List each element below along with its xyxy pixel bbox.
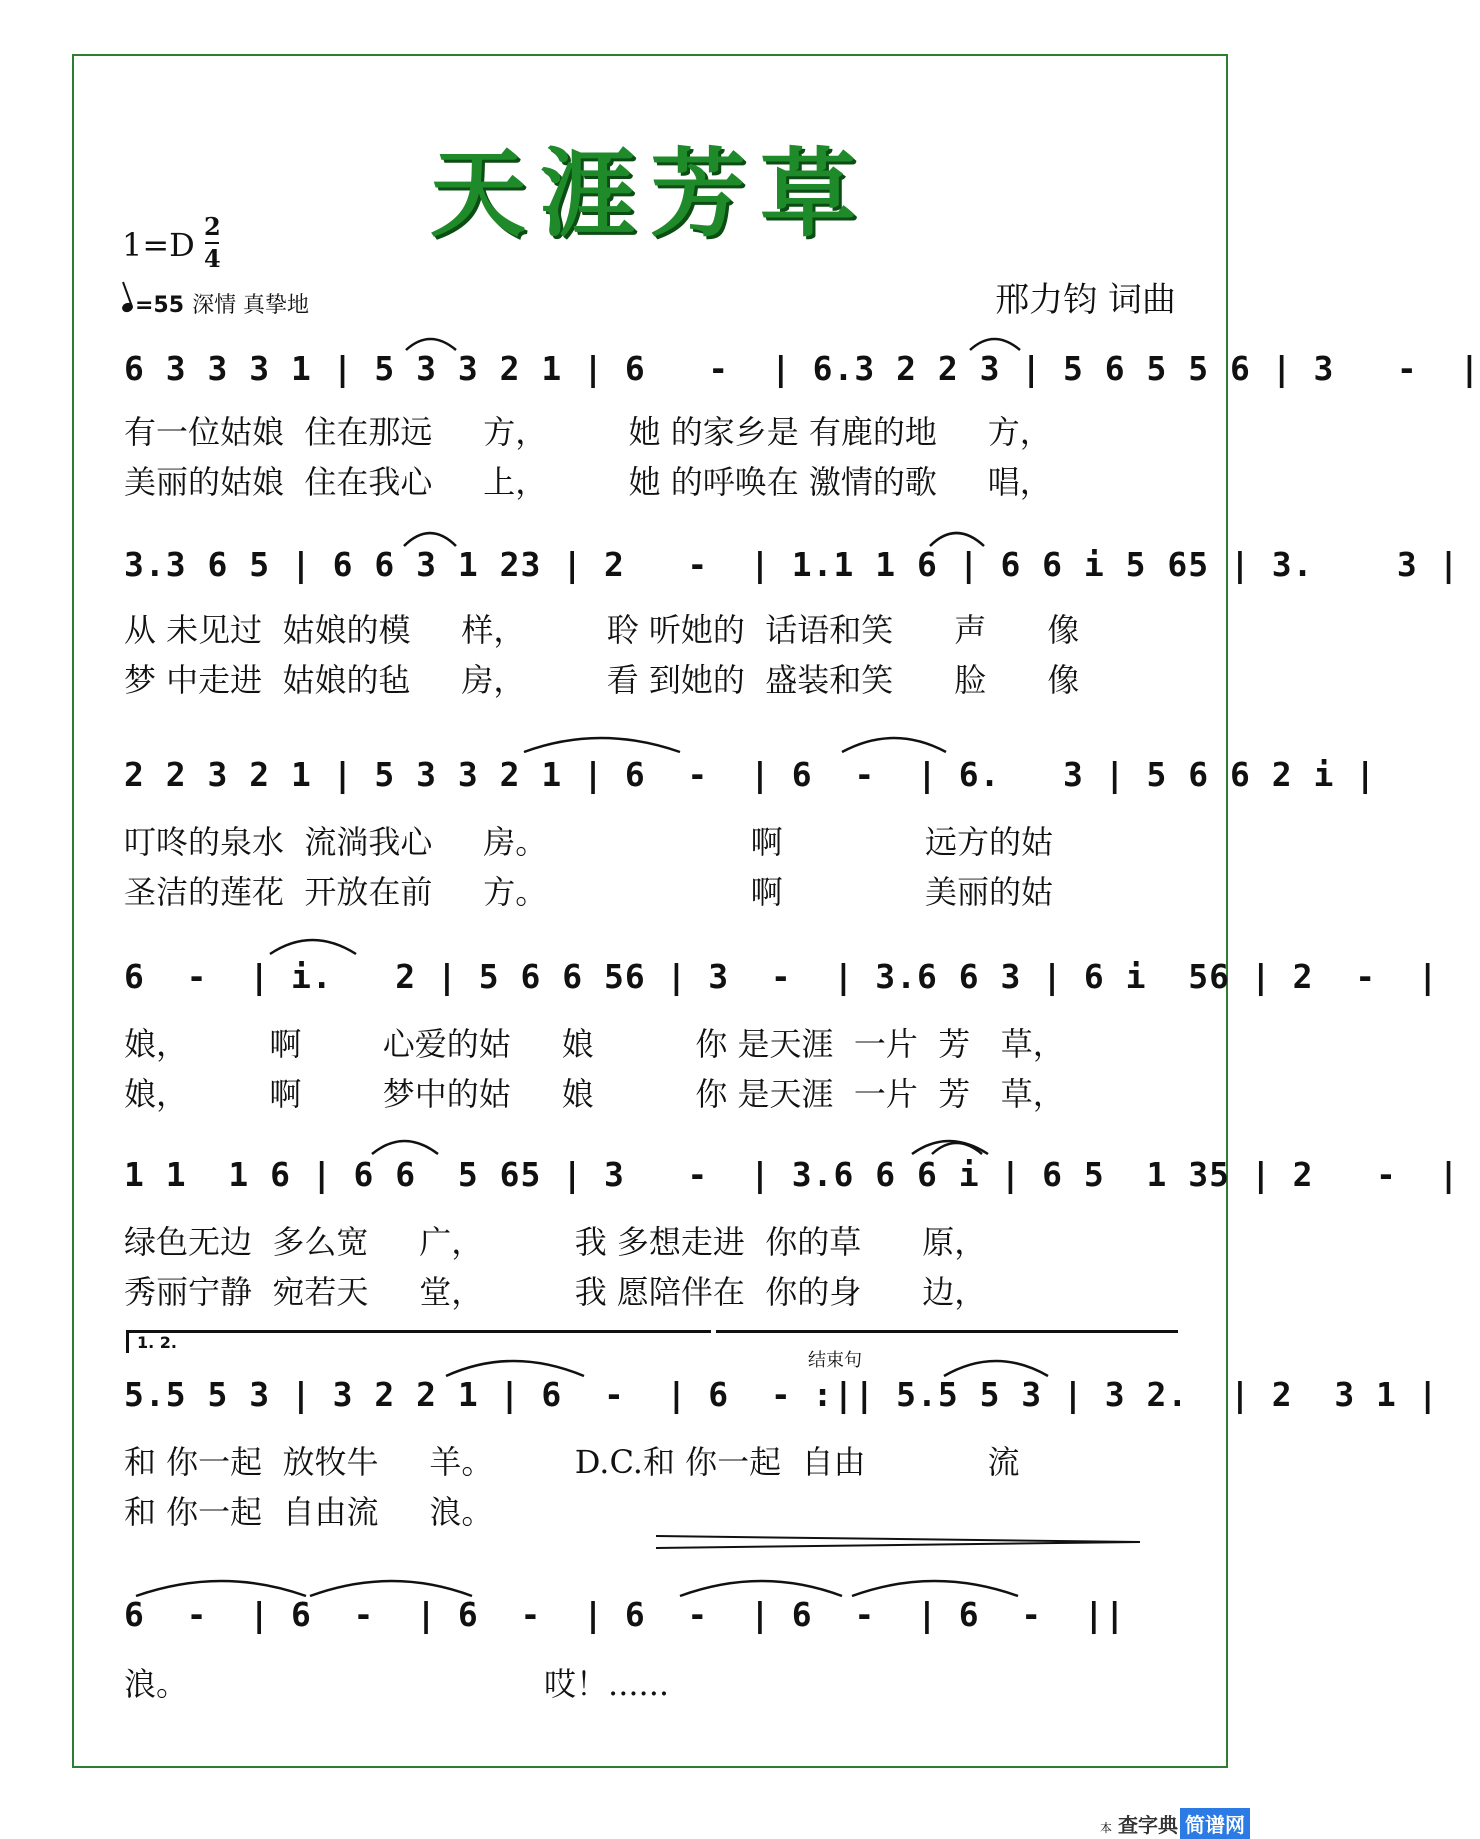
lyric-line: 叮咚的泉水 流淌我心 房。 啊 远方的姑 bbox=[124, 823, 1054, 861]
lyric-line: 和 你一起 自由流 浪。 bbox=[124, 1493, 494, 1531]
tempo-marking bbox=[122, 288, 309, 319]
notation-row-6 bbox=[124, 1370, 1439, 1420]
row-notes: 3.3 6 5 | 6 6 3 1 23 | 2 - | 1.1 1 6 | 6 6 i 5 65 | 3. 3 | bbox=[124, 545, 1460, 584]
row-notes: 1 1 1 6 | 6 6 5 65 | 3 - | 3.6 6 6 i | 6 5 1 35 | 2 - | bbox=[124, 1155, 1460, 1194]
row-notes: 2 2 3 2 1 | 5 3 3 2 1 | 6 - | 6 - | 6. 3 | 5 6 6 2 i | bbox=[124, 755, 1377, 794]
lyric-line: 秀丽宁静 宛若天 堂， 我 愿陪伴在 你的身 边， bbox=[124, 1273, 987, 1311]
first-ending-bracket bbox=[126, 1330, 711, 1353]
decrescendo-hairpin bbox=[656, 1532, 1140, 1552]
lyric-line: 娘， 啊 心爱的姑 娘 你 是天涯 一片 芳 草， bbox=[124, 1025, 1065, 1063]
song-title: 天涯芳草 bbox=[430, 138, 870, 250]
lyric-line: 浪。 哎！...... bbox=[124, 1665, 670, 1703]
row-notes: 6 3 3 3 1 | 5 3 3 2 1 | 6 - | 6.3 2 2 3 | 5 6 5 5 6 | 3 - | bbox=[124, 349, 1480, 388]
lyric-line: 梦 中走进 姑娘的毡 房， 看 到她的 盛装和笑 脸 像 bbox=[124, 661, 1080, 699]
footer-site: 查字典 bbox=[1118, 1813, 1179, 1837]
lyric-line: 从 未见过 姑娘的模 样， 聆 听她的 话语和笑 声 像 bbox=[124, 611, 1080, 649]
time-top: 2 bbox=[204, 212, 221, 241]
time-signature bbox=[204, 214, 221, 272]
lyric-line: 和 你一起 放牧牛 羊。 D.C.和 你一起 自由 流 bbox=[124, 1443, 1020, 1481]
coda-bracket bbox=[716, 1330, 1178, 1353]
notation-row-3 bbox=[124, 750, 1377, 800]
quarter-note-icon bbox=[121, 301, 134, 313]
key-signature: 1=D bbox=[122, 226, 195, 264]
volta-label: 1. 2. bbox=[137, 1333, 177, 1352]
lyric-line: 娘， 啊 梦中的姑 娘 你 是天涯 一片 芳 草， bbox=[124, 1075, 1065, 1113]
notation-row-1 bbox=[124, 344, 1480, 394]
ending-label: 结束句 bbox=[808, 1350, 862, 1371]
composer-credit: 邢力钧 词曲 bbox=[995, 280, 1176, 320]
tempo-expression: 深情 真挚地 bbox=[192, 293, 310, 318]
row-notes: 5.5 5 3 | 3 2 2 1 | 6 - | 6 - :|| 5.5 5 3 | 3 2. | 2 3 1 | bbox=[124, 1375, 1439, 1414]
footer-prefix: 本 bbox=[1100, 1821, 1113, 1835]
notation-row-7 bbox=[124, 1590, 1180, 1640]
lyric-line: 美丽的姑娘 住在我心 上， 她 的呼唤在 激情的歌 唱， bbox=[124, 463, 1052, 501]
footer-badge: 简谱网 bbox=[1180, 1808, 1250, 1839]
row-notes: 6 - | 6 - | 6 - | 6 - | 6 - | 6 - || bbox=[124, 1595, 1126, 1634]
notation-row-2 bbox=[124, 540, 1460, 590]
lyric-line: 有一位姑娘 住在那远 方， 她 的家乡是 有鹿的地 方， bbox=[124, 413, 1052, 451]
time-bottom: 4 bbox=[204, 244, 221, 273]
notation-row-5 bbox=[124, 1150, 1460, 1200]
tempo-value: =55 bbox=[135, 293, 185, 318]
notation-row-4 bbox=[124, 952, 1439, 1002]
lyric-line: 圣洁的莲花 开放在前 方。 啊 美丽的姑 bbox=[124, 873, 1054, 911]
row-notes: 6 - | i. 2 | 5 6 6 56 | 3 - | 3.6 6 3 | 6 i 56 | 2 - | bbox=[124, 957, 1439, 996]
site-watermark bbox=[1100, 1808, 1250, 1839]
lyric-line: 绿色无边 多么宽 广， 我 多想走进 你的草 原， bbox=[124, 1223, 987, 1261]
